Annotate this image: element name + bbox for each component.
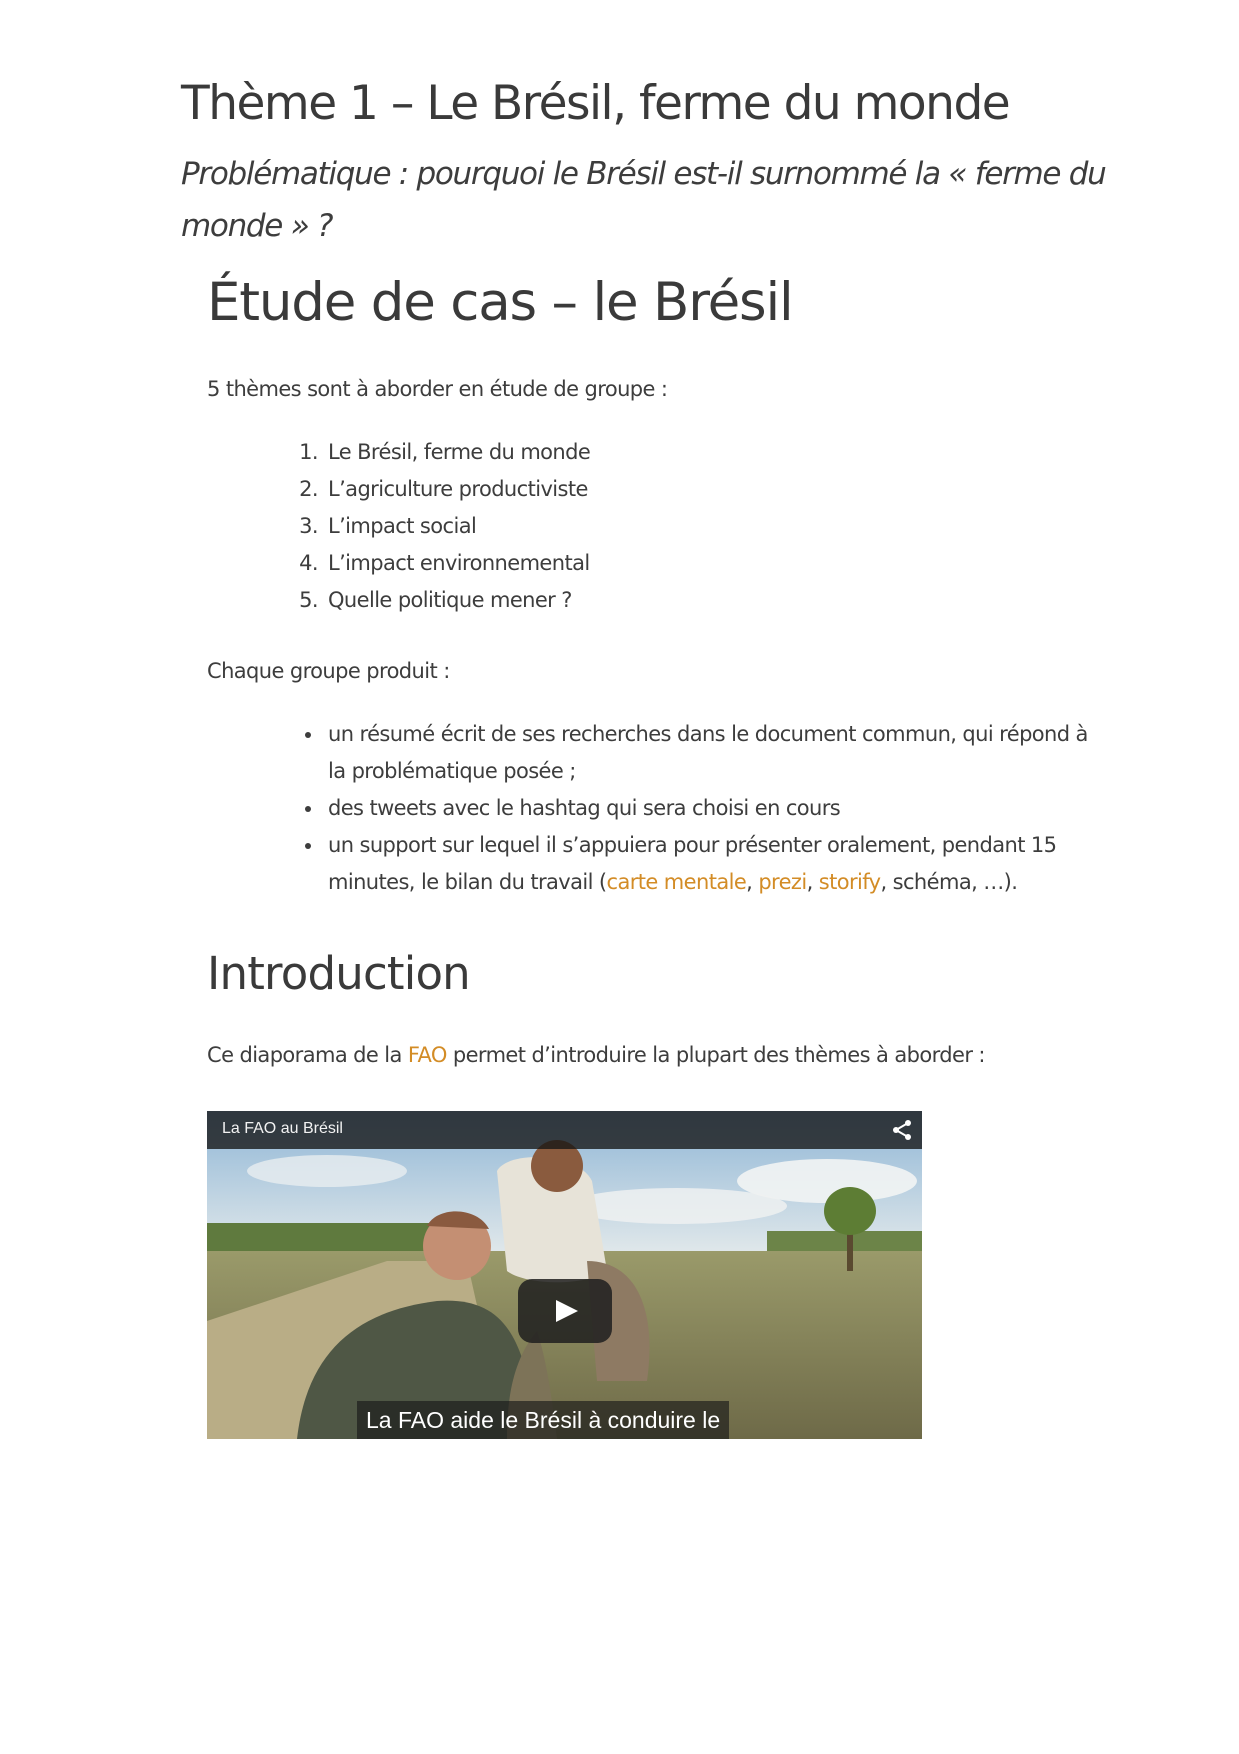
video-player[interactable] [207, 1111, 922, 1439]
play-icon [556, 1300, 578, 1322]
page-title: Thème 1 – Le Brésil, ferme du monde [181, 76, 1010, 131]
list-item: 5. Quelle politique mener ? [324, 582, 1107, 619]
fao-link[interactable]: FAO [407, 1043, 447, 1067]
list-item: 4. L’impact environnemental [324, 545, 1107, 582]
support-text: un support sur lequel il s’appuiera pour présenter oralement, pendant 15 minutes, le bilan du travail ( [328, 833, 1057, 894]
productions-list [207, 716, 1107, 901]
etude-heading: Étude de cas – le Brésil [207, 272, 793, 333]
themes-list [207, 434, 1107, 619]
problematique: Problématique : pourquoi le Brésil est-il surnommé la « ferme du monde » ? [181, 156, 1106, 244]
video-subtitle: La FAO aide le Brésil à conduire le [357, 1401, 729, 1439]
article-content [207, 270, 1107, 1439]
list-item [324, 827, 1107, 901]
video-thumbnail [207, 1111, 922, 1439]
introduction-heading: Introduction [207, 947, 470, 1000]
video-title-bar [207, 1111, 922, 1149]
video-title[interactable]: La FAO au Brésil [222, 1120, 343, 1137]
carte-mentale-link[interactable]: carte mentale [606, 870, 747, 894]
intro-text-after: permet d’introduire la plupart des thèmes à aborder : [446, 1043, 985, 1067]
play-button[interactable] [518, 1279, 612, 1343]
list-item: 1. Le Brésil, ferme du monde [324, 434, 1107, 471]
list-item: 2. L’agriculture productiviste [324, 471, 1107, 508]
separator: , [746, 870, 759, 894]
support-text-end: , schéma, …). [880, 870, 1018, 894]
intro-text-before: Ce diaporama de la [207, 1043, 408, 1067]
list-item: • des tweets avec le hashtag qui sera choisi en cours [324, 790, 1107, 827]
chaque-groupe-text: Chaque groupe produit : [207, 659, 450, 683]
list-item: 3. L’impact social [324, 508, 1107, 545]
storify-link[interactable]: storify [818, 870, 881, 894]
share-icon[interactable] [890, 1118, 914, 1142]
introduction-text [207, 1037, 1107, 1074]
etude-intro: 5 thèmes sont à aborder en étude de groupe : [207, 377, 668, 401]
separator: , [806, 870, 819, 894]
list-item: • un résumé écrit de ses recherches dans le document commun, qui répond à la problématique posée ; [324, 716, 1107, 790]
prezi-link[interactable]: prezi [758, 870, 807, 894]
